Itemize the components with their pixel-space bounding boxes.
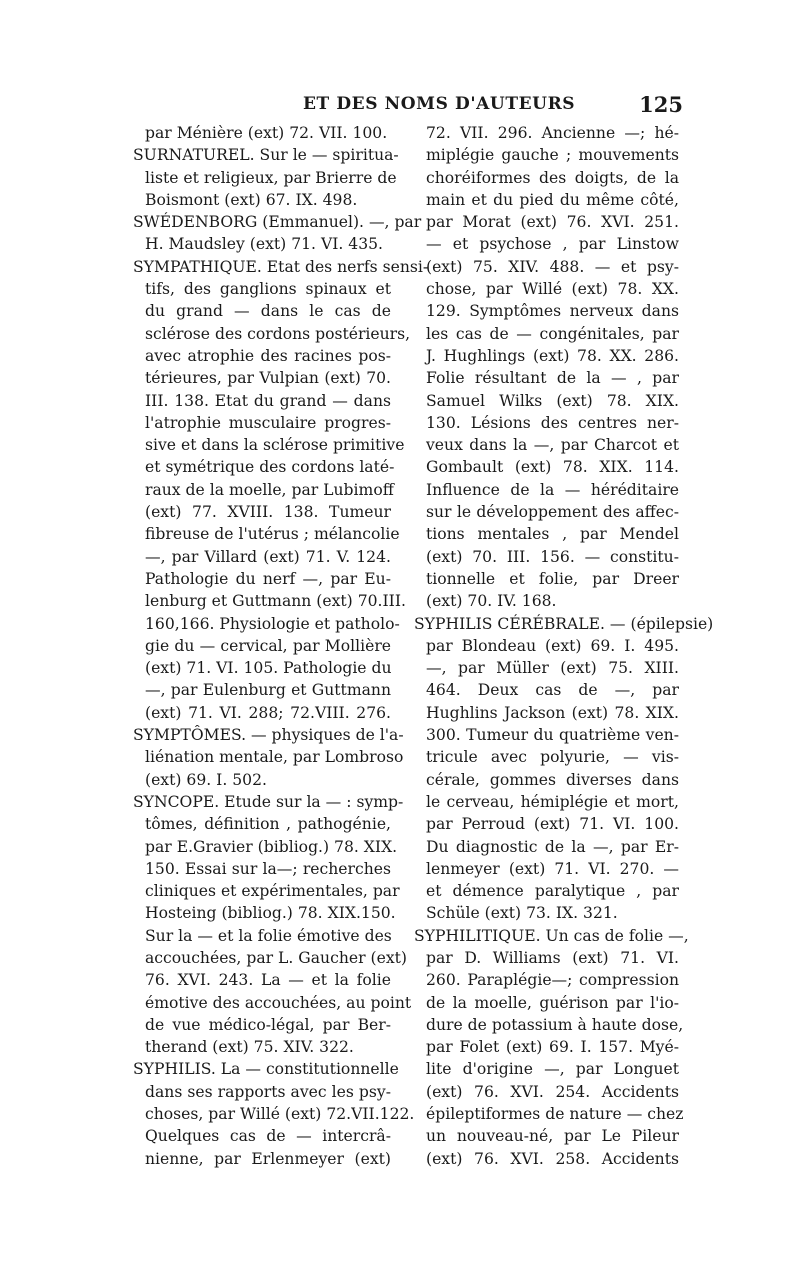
text-line: —, par Müller (ext) 75. XIII. [426,659,679,678]
text-line: Du diagnostic de la —, par Er- [426,837,679,856]
text-line: (ext) 70. IV. 168. [426,592,557,611]
text-line: 72. VII. 296. Ancienne —; hé- [426,124,679,142]
text-line: chose, par Willé (ext) 78. XX. [426,280,679,299]
text-line: de vue médico-légal, par Ber- [145,1015,391,1034]
text-line: Hosteing (bibliog.) 78. XIX.150. [145,904,396,923]
text-line: 129. Symptômes nerveux dans [426,302,679,321]
text-line: Hughlins Jackson (ext) 78. XIX. [426,703,679,722]
text-line: Schüle (ext) 73. IX. 321. [426,904,618,923]
text-line: un nouveau-né, par Le Pileur [426,1127,679,1146]
text-line: 260. Paraplégie—; compression [426,971,679,990]
text-line: main et du pied du même côté, [426,190,679,209]
text-line: (ext) 76. XVI. 254. Accidents [426,1082,679,1101]
text-line: —, par Villard (ext) 71. V. 124. [145,547,391,566]
right-column [414,122,714,1170]
text-line: l'atrophie musculaire progres- [145,413,391,432]
text-line: (ext) 71. VI. 105. Pathologie du [145,659,392,678]
text-line: (ext) 70. III. 156. — constitu- [426,547,679,566]
text-line: therand (ext) 75. XIV. 322. [145,1038,354,1057]
text-line: choréiformes des doigts, de la [426,168,679,187]
entry-headword-line: SYMPTÔMES. — physiques de l'a- [133,726,404,745]
text-line: H. Maudsley (ext) 71. VI. 435. [145,235,384,254]
text-line: Quelques cas de — intercrâ- [145,1127,391,1146]
text-line: fibreuse de l'utérus ; mélancolie [145,525,400,544]
text-line: Gombault (ext) 78. XIX. 114. [426,458,679,477]
text-line: émotive des accouchées, au point [145,993,412,1012]
running-title: ET DES NOMS D'AUTEURS [303,94,576,114]
text-line: sive et dans la sclérose primitive [145,436,405,455]
text-line: lenmeyer (ext) 71. VI. 270. — [426,859,679,878]
text-line: cliniques et expérimentales, par [145,882,400,901]
entry-headword-line: SYPHILIS. La — constitutionnelle [133,1060,399,1079]
text-line: —, par Eulenburg et Guttmann [145,681,391,700]
text-line: 464. Deux cas de —, par [426,681,679,700]
text-line: par Folet (ext) 69. I. 157. Myé- [426,1038,679,1057]
entry-headword-line: SWÉDENBORG (Emmanuel). —, par [133,213,422,232]
text-line: par E.Gravier (bibliog.) 78. XIX. [145,837,398,856]
text-line: raux de la moelle, par Lubimoff [145,480,394,499]
text-line: accouchées, par L. Gaucher (ext) [145,948,407,967]
entry-headword-line: SURNATUREL. Sur le — spiritua- [133,146,399,165]
text-line: tricule avec polyurie, — vis- [426,748,679,767]
text-line: dans ses rapports avec les psy- [145,1082,391,1101]
text-line: tifs, des ganglions spinaux et [145,280,391,299]
text-line: 130. Lésions des centres ner- [426,413,679,432]
text-line: lenburg et Guttmann (ext) 70.III. [145,592,406,611]
text-line: Folie résultant de la — , par [426,369,679,388]
text-line: 150. Essai sur la—; recherches [145,859,391,878]
text-line: (ext) 76. XVI. 258. Accidents [426,1149,679,1168]
text-line: sur le développement des affec- [426,503,679,522]
text-line: et symétrique des cordons laté- [145,458,395,477]
text-line: Pathologie du nerf —, par Eu- [145,569,391,588]
text-line: miplégie gauche ; mouvements [426,146,679,165]
text-line: liénation mentale, par Lombroso [145,748,404,767]
entry-headword-line: SYNCOPE. Etude sur la — : symp- [133,792,404,811]
text-line: choses, par Willé (ext) 72.VII.122. [145,1105,415,1124]
text-line: 76. XVI. 243. La — et la folie [145,971,391,990]
page-header [133,92,683,122]
left-column [133,122,429,1170]
text-line: lite d'origine —, par Longuet [426,1060,679,1079]
text-line: par Morat (ext) 76. XVI. 251. [426,213,679,232]
text-line: du grand — dans le cas de [145,302,391,321]
text-line: J. Hughlings (ext) 78. XX. 286. [426,346,679,365]
text-line: et démence paralytique , par [426,882,679,901]
text-line: Influence de la — héréditaire [426,480,679,499]
text-line: épileptiformes de nature — chez [426,1105,684,1124]
text-line: térieures, par Vulpian (ext) 70. [145,369,391,388]
entry-headword-line: SYPHILIS CÉRÉBRALE. — (épilepsie) [414,614,714,633]
text-line: tionnelle et folie, par Dreer [426,569,679,588]
entry-headword-line: SYPHILITIQUE. Un cas de folie —, [414,926,689,945]
text-line: par Perroud (ext) 71. VI. 100. [426,815,679,834]
text-line: Sur la — et la folie émotive des [145,926,392,945]
text-line: par Blondeau (ext) 69. I. 495. [426,636,679,655]
text-line: 300. Tumeur du quatrième ven- [426,726,679,745]
page-number: 125 [639,92,683,117]
text-line: nienne, par Erlenmeyer (ext) [145,1149,391,1168]
text-line: Boismont (ext) 67. IX. 498. [145,190,358,209]
text-line: tions mentales , par Mendel [426,525,679,544]
text-line: (ext) 77. XVIII. 138. Tumeur [145,503,391,522]
text-line: par D. Williams (ext) 71. VI. [426,948,679,967]
text-line: — et psychose , par Linstow [426,235,679,254]
text-line: cérale, gommes diverses dans [426,770,679,789]
text-line: 160,166. Physiologie et patholo- [145,614,400,633]
text-line: avec atrophie des racines pos- [145,346,391,365]
text-line: dure de potassium à haute dose, [426,1015,684,1034]
text-line: III. 138. Etat du grand — dans [145,391,391,410]
text-line: sclérose des cordons postérieurs, [145,324,411,343]
text-line: gie du — cervical, par Mollière [145,636,391,655]
text-line: les cas de — congénitales, par [426,324,679,343]
text-line: liste et religieux, par Brierre de [145,168,397,187]
text-line: (ext) 69. I. 502. [145,770,267,789]
text-line: par Ménière (ext) 72. VII. 100. [145,124,388,142]
text-line: le cerveau, hémiplégie et mort, [426,792,679,811]
text-line: tômes, définition , pathogénie, [145,815,391,834]
entry-headword-line: SYMPATHIQUE. Etat des nerfs sensi- [133,257,429,276]
text-line: de la moelle, guérison par l'io- [426,993,679,1012]
text-line: Samuel Wilks (ext) 78. XIX. [426,391,679,410]
text-line: (ext) 71. VI. 288; 72.VIII. 276. [145,703,391,722]
text-line: (ext) 75. XIV. 488. — et psy- [426,257,679,276]
text-line: veux dans la —, par Charcot et [426,436,679,455]
